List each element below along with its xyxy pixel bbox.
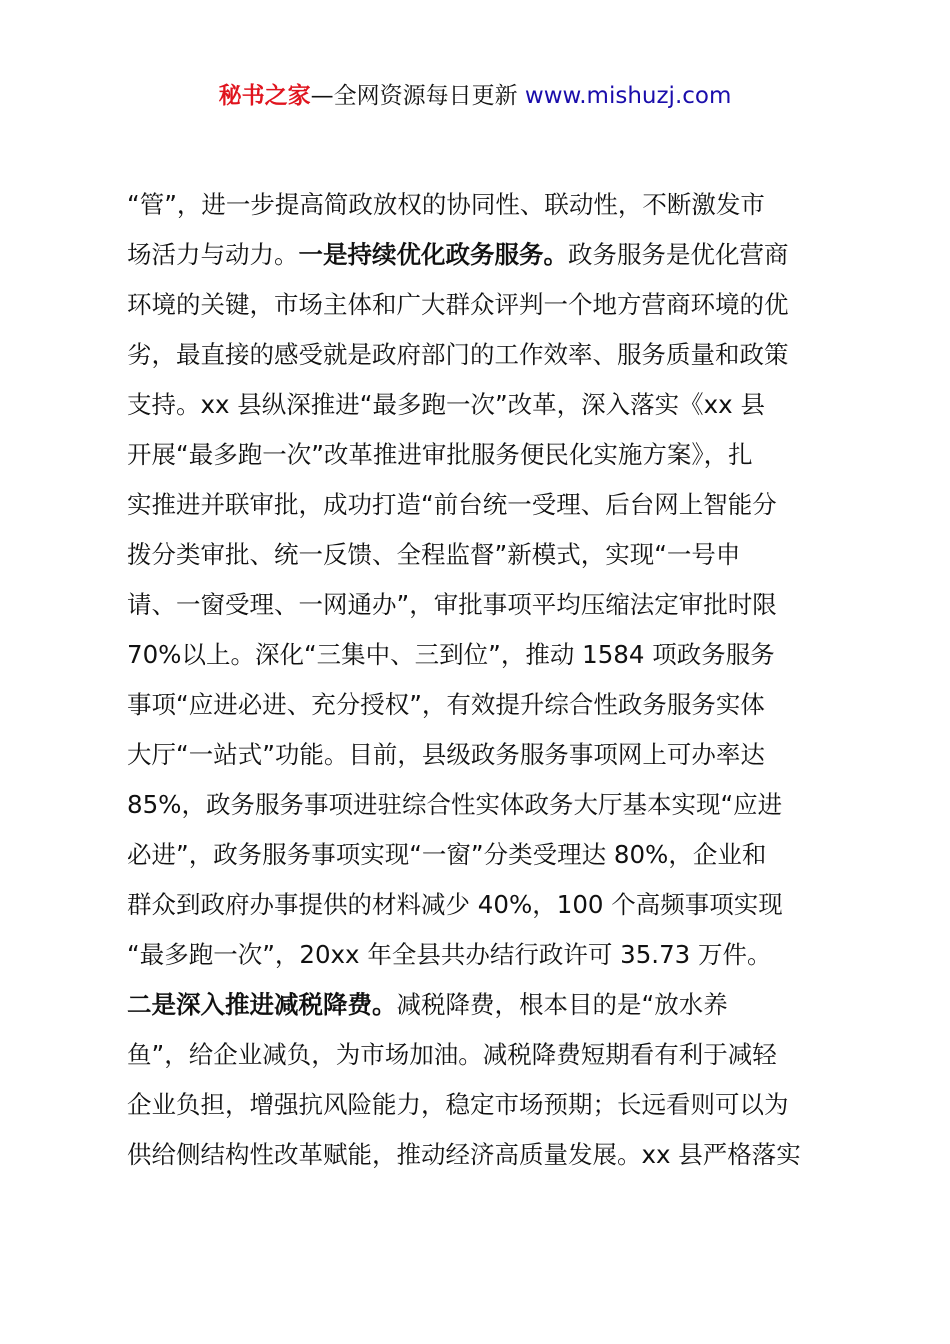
text-line-10: 70%以上。深化“三集中、三到位”，推动 1584 项政务服务: [127, 640, 775, 669]
text-line-5: 支持。xx 县纵深推进“最多跑一次”改革，深入落实《xx 县: [127, 390, 765, 419]
site-brand: 秘书之家: [218, 83, 311, 109]
text-line-19: 企业负担，增强抗风险能力，稳定市场预期；长远看则可以为: [127, 1090, 789, 1119]
text-line-6: 开展“最多跑一次”改革推进审批服务便民化实施方案》，扎: [127, 440, 753, 469]
text-line-1: “管”，进一步提高简政放权的协同性、联动性，不断激发市: [127, 190, 765, 219]
text-line-9: 请、一窗受理、一网通办”，审批事项平均压缩法定审批时限: [127, 590, 777, 619]
site-tagline: —全网资源每日更新: [310, 83, 518, 109]
text-line-17: 二是深入推进减税降费。减税降费，根本目的是“放水养: [127, 990, 728, 1019]
text-line-16: “最多跑一次”，20xx 年全县共办结行政许可 35.73 万件。: [127, 940, 772, 969]
text-line-13: 85%，政务服务事项进驻综合性实体政务大厅基本实现“应进: [127, 790, 783, 819]
text-line-7: 实推进并联审批，成功打造“前台统一受理、后台网上智能分: [127, 490, 777, 519]
text-line-11: 事项“应进必进、充分授权”，有效提升综合性政务服务实体: [127, 690, 765, 719]
text-line-14: 必进”，政务服务事项实现“一窗”分类受理达 80%，企业和: [127, 840, 767, 869]
section-heading-2: 二是深入推进减税降费。: [127, 990, 397, 1019]
text-line-4: 劣，最直接的感受就是政府部门的工作效率、服务质量和政策: [127, 340, 789, 369]
document-body: [127, 180, 837, 1180]
text-line-20: 供给侧结构性改革赋能，推动经济高质量发展。xx 县严格落实: [127, 1140, 801, 1169]
site-url-link[interactable]: www.mishuzj.com: [524, 83, 732, 109]
text-line-2: 场活力与动力。一是持续优化政务服务。政务服务是优化营商: [127, 240, 789, 269]
text-line-12: 大厅“一站式”功能。目前，县级政务服务事项网上可办率达: [127, 740, 765, 769]
text-line-18: 鱼”，给企业减负，为市场加油。减税降费短期看有利于减轻: [127, 1040, 777, 1069]
site-header: [0, 80, 950, 112]
text-line-8: 拨分类审批、统一反馈、全程监督”新模式，实现“一号申: [127, 540, 741, 569]
text-line-3: 环境的关键，市场主体和广大群众评判一个地方营商环境的优: [127, 290, 789, 319]
text-line-15: 群众到政府办事提供的材料减少 40%，100 个高频事项实现: [127, 890, 783, 919]
section-heading-1: 一是持续优化政务服务。: [298, 240, 568, 269]
